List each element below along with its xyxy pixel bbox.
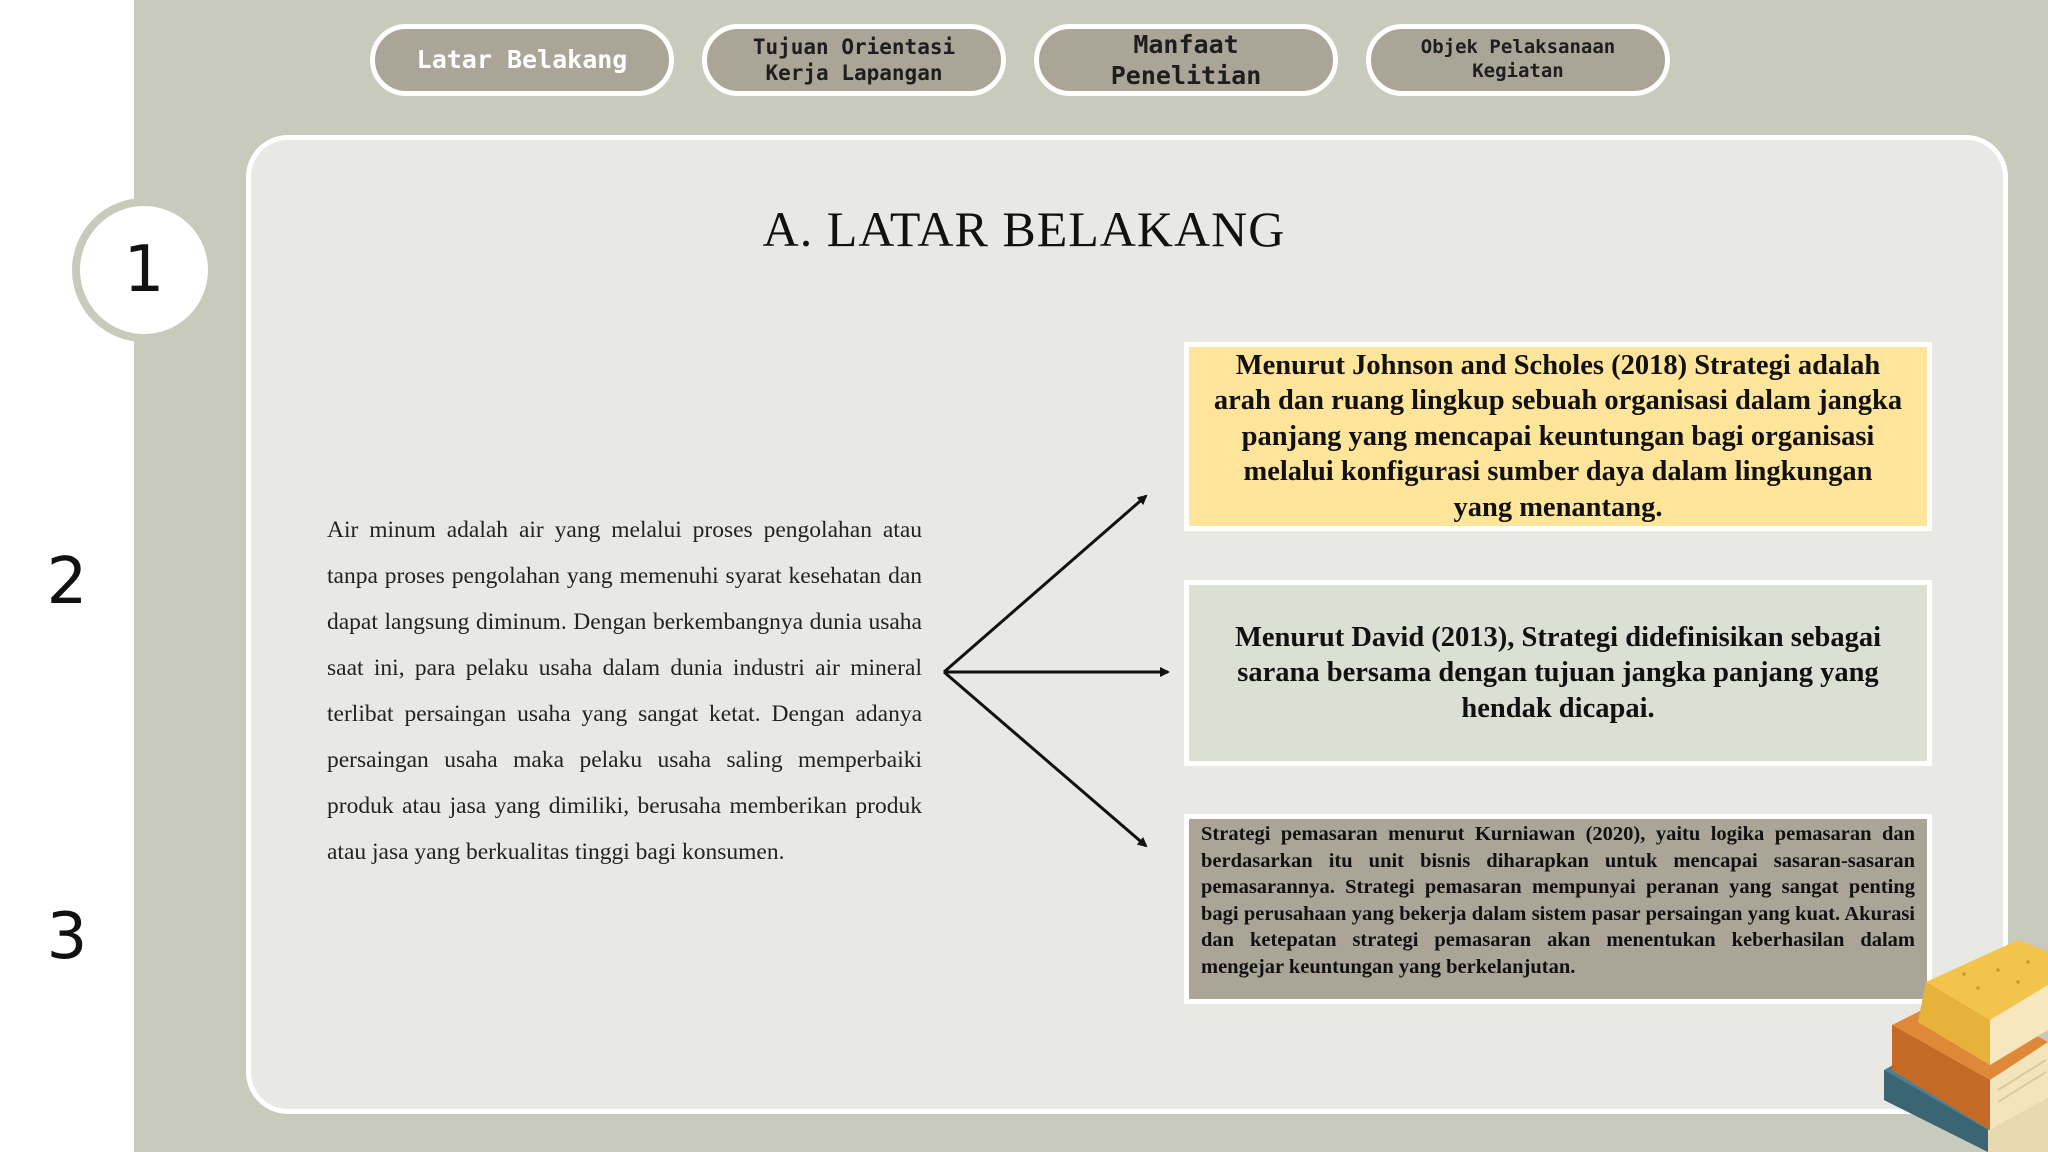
definition-text: Strategi pemasaran menurut Kurniawan (2020), yaitu logika pemasaran dan berdasarkan itu unit bisnis diharapkan untuk mencapai sasaran-sasaran pemasarannya. Strategi pemasaran mempunyai peranan yang sangat penting bagi perusahaan yang bekerja dalam sistem pasar persaingan yang kuat. Akurasi dan ketepatan strategi pemasaran akan menentukan keberhasilan dalam mengejar keuntungan yang berkelanjutan. [1201, 823, 1915, 978]
tab-objek-pelaksanaan[interactable] [1366, 24, 1670, 96]
tab-label-line1: Manfaat [1133, 29, 1239, 59]
definition-box-david [1184, 580, 1932, 766]
definition-box-johnson-scholes [1184, 342, 1932, 531]
definition-text: Menurut David (2013), Strategi didefinisikan sebagai sarana bersama dengan tujuan jangka panjang yang hendak dicapai. [1234, 621, 1882, 724]
step-number: 1 [123, 233, 165, 307]
tab-latar-belakang[interactable] [370, 24, 674, 96]
definition-text: Menurut Johnson and Scholes (2018) Strategi adalah arah dan ruang lingkup sebuah organisasi dalam jangka panjang yang mencapai keuntungan bagi organisasi melalui konfigurasi sumber daya dalam lingkungan yang menantang. [1213, 349, 1903, 523]
books-icon [1878, 930, 2048, 1152]
tab-label: Latar Belakang [416, 45, 628, 75]
arrow-icon [930, 480, 1190, 860]
body-paragraph: Air minum adalah air yang melalui proses pengolahan atau tanpa proses pengolahan yang memenuhi syarat kesehatan dan dapat langsung diminum. Dengan berkembangnya dunia usaha saat ini, para pelaku usaha dalam dunia industri air mineral terlibat persaingan usaha yang sangat ketat. Dengan adanya persaingan usaha maka pelaku usaha saling memperbaiki produk atau jasa yang dimiliki, berusaha memberikan produk atau jasa yang berkualitas tinggi bagi konsumen. [327, 517, 922, 865]
arrow-down [944, 672, 1146, 846]
tab-label-line2: Penelitian [1110, 61, 1262, 90]
step-3[interactable]: 3 [46, 900, 88, 974]
tab-label-line2: Kerja Lapangan [765, 61, 943, 85]
section-title: A. LATAR BELAKANG [762, 201, 1286, 257]
tab-manfaat-penelitian[interactable] [1034, 24, 1338, 96]
step-2[interactable]: 2 [46, 545, 88, 619]
arrow-up [944, 496, 1146, 672]
tab-label-line1: Objek Pelaksanaan [1420, 36, 1616, 59]
tab-tujuan-orientasi[interactable] [702, 24, 1006, 96]
tab-label-line1: Tujuan Orientasi [752, 34, 956, 59]
definition-box-kurniawan [1184, 814, 1932, 1004]
tab-label-line2: Kegiatan [1472, 60, 1564, 82]
